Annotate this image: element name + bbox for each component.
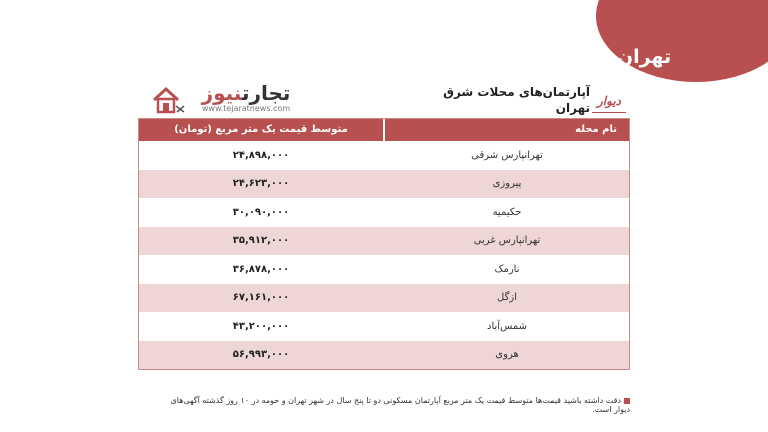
table-row: [139, 170, 629, 199]
table-row: [139, 312, 629, 341]
cell-price: ۶۷,۱۶۱,۰۰۰: [232, 292, 290, 304]
cell-price: ۳۶,۸۷۸,۰۰۰: [232, 263, 290, 275]
headline-line1: آپارتمان‌های محلات شرق تهران: [443, 85, 590, 115]
cell-price: ۴۳,۲۰۰,۰۰۰: [232, 320, 290, 332]
city-banner: [596, 0, 768, 82]
logo-url: www.tejaratnews.com: [201, 104, 291, 113]
cell-name: تهرانپارس شرقی: [471, 149, 543, 161]
divar-badge: دیوار: [592, 90, 626, 113]
cell-name: هروی: [495, 349, 519, 361]
cell-name: نارمک: [494, 263, 520, 275]
logo-wordmark: تجارتنیوز: [201, 81, 291, 105]
table-row: [139, 198, 629, 227]
cell-name: پیروزی: [492, 178, 522, 190]
header-name: نام محله: [575, 124, 617, 135]
table-row: [139, 341, 629, 370]
cell-name: ازگل: [497, 292, 517, 304]
table-row: [139, 284, 629, 313]
cell-price: ۲۴,۶۲۳,۰۰۰: [232, 178, 290, 190]
table-row: [139, 141, 629, 170]
tejaratnews-logo: [150, 82, 305, 116]
cell-price: ۵۶,۹۹۳,۰۰۰: [232, 349, 290, 361]
cell-price: ۲۴,۸۹۸,۰۰۰: [232, 149, 290, 161]
footnote: دقت داشته باشید قیمت‌ها متوسط قیمت یک متر مربع آپارتمان مسکونی دو تا پنج سال در شهر تهران و حومه در ۱۰ روز گذشته آگهی‌های دیوار است.: [170, 396, 630, 414]
table-row: [139, 227, 629, 256]
bullet-square: [624, 398, 630, 404]
city-label: تهران: [616, 46, 672, 68]
price-table: [138, 118, 630, 370]
cell-name: حکیمیه: [492, 206, 522, 218]
table-header: [139, 119, 629, 141]
house-with-tag-icon: [150, 82, 186, 116]
header-price: متوسط قیمت یک متر مربع (تومان): [174, 124, 348, 135]
table-row: [139, 255, 629, 284]
cell-name: تهرانپارس غربی: [473, 235, 541, 247]
cell-price: ۳۵,۹۱۲,۰۰۰: [232, 235, 290, 247]
cell-name: شمس‌آباد: [487, 320, 527, 332]
cell-price: ۳۰,۰۹۰,۰۰۰: [232, 206, 290, 218]
